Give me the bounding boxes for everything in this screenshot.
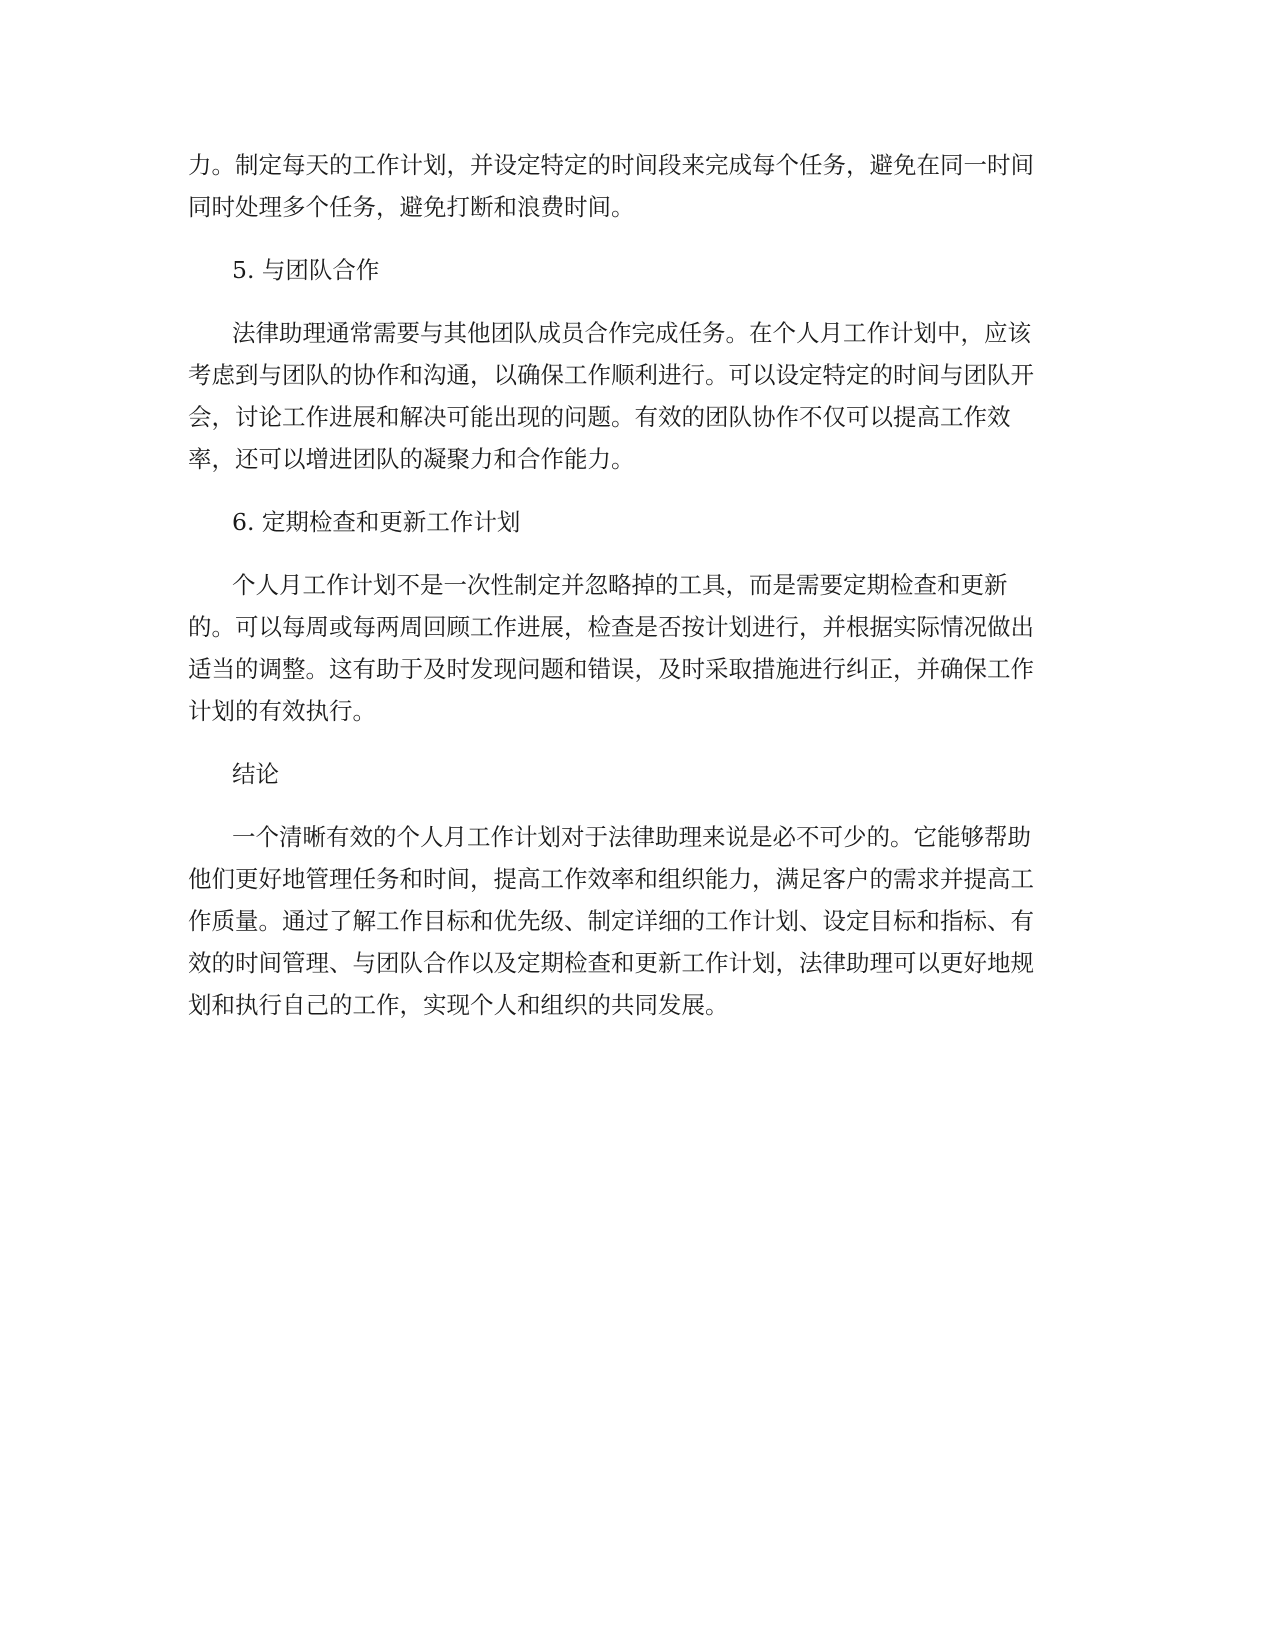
text-line: 划和执行自己的工作，实现个人和组织的共同发展。 [188, 991, 729, 1019]
text-line: 考虑到与团队的协作和沟通，以确保工作顺利进行。可以设定特定的时间与团队开 [188, 361, 1034, 389]
text-line: 效的时间管理、与团队合作以及定期检查和更新工作计划，法律助理可以更好地规 [188, 949, 1034, 977]
text-line: 个人月工作计划不是一次性制定并忽略掉的工具，而是需要定期检查和更新 [232, 571, 1008, 599]
text-line: 同时处理多个任务，避免打断和浪费时间。 [188, 193, 635, 221]
text-line: 作质量。通过了解工作目标和优先级、制定详细的工作计划、设定目标和指标、有 [188, 907, 1034, 935]
text-line: 会，讨论工作进展和解决可能出现的问题。有效的团队协作不仅可以提高工作效 [188, 403, 1011, 431]
paragraph-review-plan [188, 564, 1088, 732]
text-line: 率，还可以增进团队的凝聚力和合作能力。 [188, 445, 635, 473]
text-line: 力。制定每天的工作计划，并设定特定的时间段来完成每个任务，避免在同一时间 [188, 151, 1034, 179]
text-line: 法律助理通常需要与其他团队成员合作完成任务。在个人月工作计划中，应该 [232, 319, 1031, 347]
text-line: 一个清晰有效的个人月工作计划对于法律助理来说是必不可少的。它能够帮助 [232, 823, 1031, 851]
paragraph-continuation [188, 144, 1088, 228]
section-heading-team-cooperation: 5. 与团队合作 [232, 256, 380, 284]
text-line: 他们更好地管理任务和时间，提高工作效率和组织能力，满足客户的需求并提高工 [188, 865, 1034, 893]
text-line: 适当的调整。这有助于及时发现问题和错误，及时采取措施进行纠正，并确保工作 [188, 655, 1034, 683]
text-line: 的。可以每周或每两周回顾工作进展，检查是否按计划进行，并根据实际情况做出 [188, 613, 1034, 641]
section-heading-review-plan: 6. 定期检查和更新工作计划 [232, 508, 521, 536]
paragraph-team-cooperation [188, 312, 1088, 480]
document-page [188, 144, 1088, 1047]
paragraph-conclusion [188, 816, 1088, 1026]
text-line: 计划的有效执行。 [188, 697, 376, 725]
section-heading-conclusion: 结论 [232, 760, 279, 788]
